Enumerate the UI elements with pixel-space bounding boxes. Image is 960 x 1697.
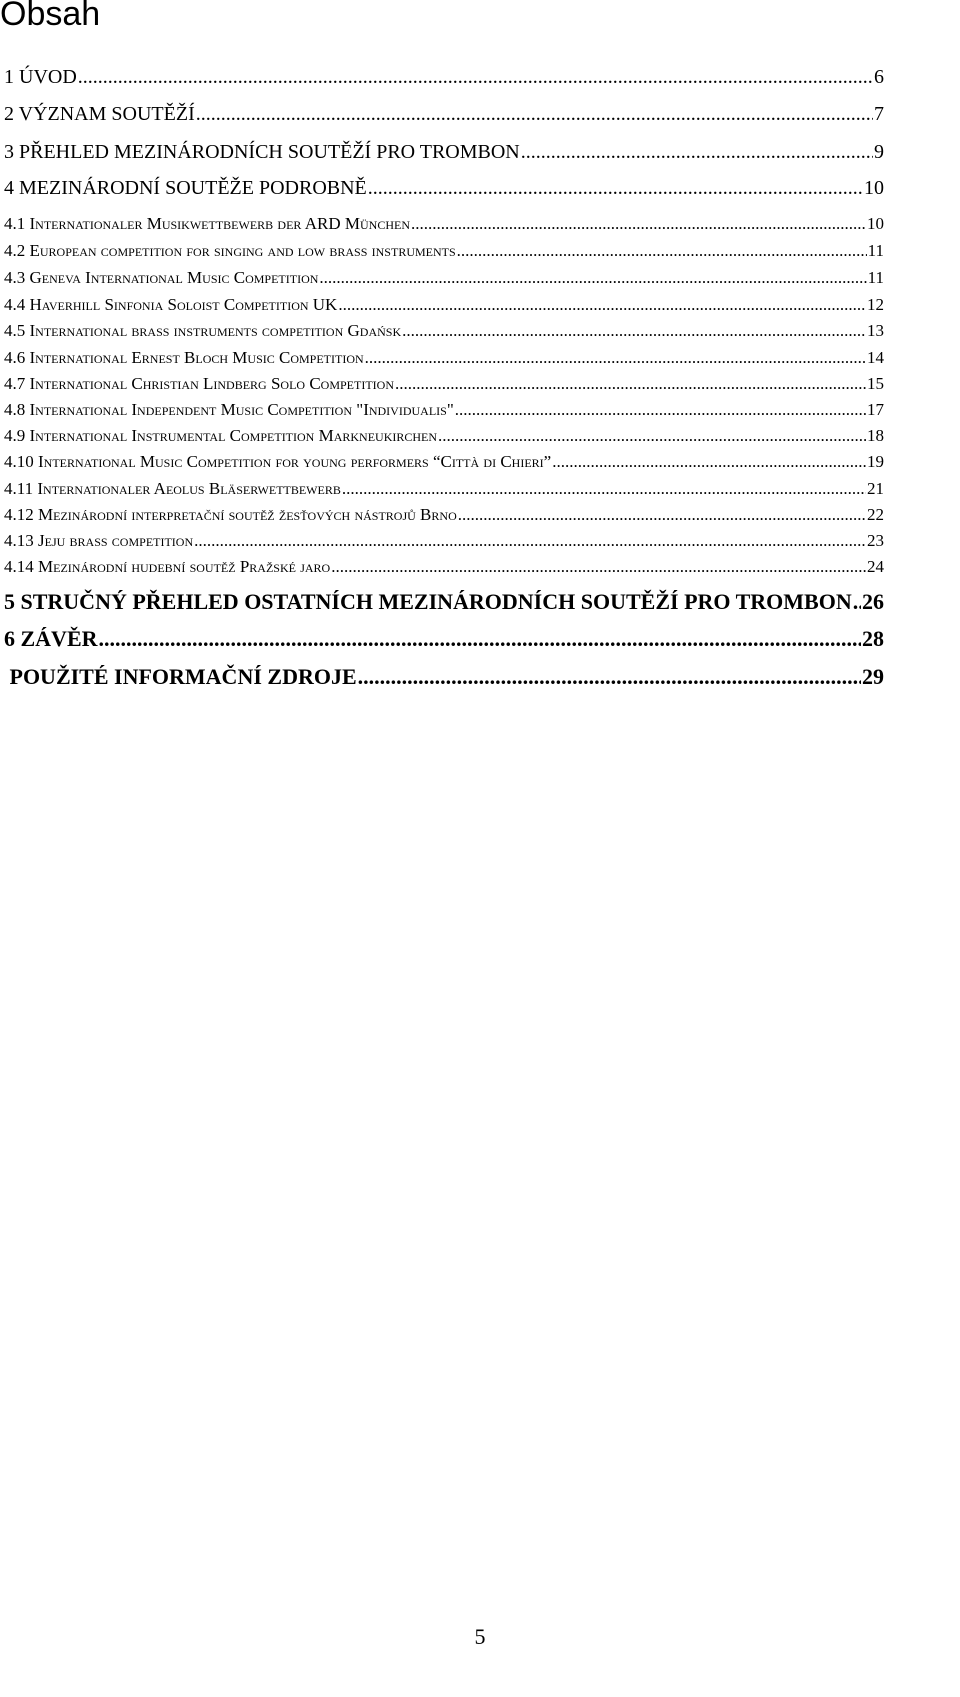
- toc-entry-4-10[interactable]: [4, 450, 884, 474]
- toc-leader-dots: [368, 176, 863, 200]
- toc-entry-label: 4.2 European competition for singing and low brass instruments: [4, 241, 456, 260]
- toc-entry-label: 4.4 Haverhill Sinfonia Soloist Competition UK: [4, 295, 338, 314]
- toc-leader-dots: [853, 590, 861, 614]
- toc-entry-label: 4.11 Internationaler Aeolus Bläserwettbewerb: [4, 479, 341, 498]
- toc-leader-dots: [338, 293, 866, 317]
- toc-entry-4-3[interactable]: [4, 266, 884, 290]
- toc-entry-page: 26: [862, 589, 884, 614]
- toc-entry-4-4[interactable]: [4, 293, 884, 317]
- toc-leader-dots: [331, 555, 866, 579]
- toc-entry-label: 4.13 Jeju brass competition: [4, 531, 194, 550]
- toc-leader-dots: [455, 398, 866, 422]
- toc-entry-label: 4.6 International Ernest Bloch Music Competition: [4, 348, 364, 367]
- toc-leader-dots: [196, 102, 873, 126]
- toc-entry-page: 21: [867, 479, 884, 498]
- toc-entry-prehled-soutezi[interactable]: [4, 140, 884, 164]
- toc-entry-4-7[interactable]: [4, 372, 884, 396]
- toc-entry-label: 3 PŘEHLED MEZINÁRODNÍCH SOUTĚŽÍ PRO TROMBON: [4, 141, 520, 163]
- toc-entry-page: 14: [867, 348, 884, 367]
- page-title: Obsah: [0, 0, 101, 33]
- toc-entry-uvod[interactable]: [4, 65, 884, 89]
- toc-leader-dots: [78, 65, 873, 89]
- toc-entry-4-5[interactable]: [4, 319, 884, 343]
- toc-leader-dots: [358, 665, 861, 689]
- toc-entry-label: 6 ZÁVĚR: [4, 626, 98, 651]
- toc-leader-dots: [411, 212, 866, 236]
- toc-leader-dots: [194, 529, 866, 553]
- toc-entry-label: POUŽITÉ INFORMAČNÍ ZDROJE: [4, 664, 357, 689]
- toc-entry-page: 11: [867, 241, 884, 260]
- toc-leader-dots: [521, 140, 873, 164]
- toc-entry-page: 23: [867, 531, 884, 550]
- toc-entry-page: 12: [867, 295, 884, 314]
- toc-entry-label: 4 MEZINÁRODNÍ SOUTĚŽE PODROBNĚ: [4, 177, 367, 199]
- toc-entry-4-9[interactable]: [4, 424, 884, 448]
- toc-entry-label: 4.5 International brass instruments competition Gdańsk: [4, 321, 402, 340]
- toc-leader-dots: [395, 372, 866, 396]
- toc-entry-page: 9: [874, 141, 884, 163]
- toc-entry-label: 4.9 International Instrumental Competition Markneukirchen: [4, 426, 438, 445]
- toc-entry-label: 4.3 Geneva International Music Competition: [4, 268, 319, 287]
- toc-entry-4-13[interactable]: [4, 529, 884, 553]
- toc-leader-dots: [552, 450, 866, 474]
- toc-entry-page: 17: [867, 400, 884, 419]
- toc-entry-label: 5 STRUČNÝ PŘEHLED OSTATNÍCH MEZINÁRODNÍCH SOUTĚŽÍ PRO TROMBON: [4, 589, 852, 614]
- page-number: 5: [474, 1624, 486, 1649]
- toc-leader-dots: [99, 627, 861, 651]
- toc-leader-dots: [402, 319, 866, 343]
- toc-entry-4-8[interactable]: [4, 398, 884, 422]
- toc-entry-page: 13: [867, 321, 884, 340]
- toc-entry-4-14[interactable]: [4, 555, 884, 579]
- toc-entry-label: 4.1 Internationaler Musikwettbewerb der ARD München: [4, 214, 410, 233]
- toc-leader-dots: [438, 424, 866, 448]
- toc-entry-page: 11: [867, 268, 884, 287]
- toc-entry-4-12[interactable]: [4, 503, 884, 527]
- toc-leader-dots: [457, 239, 867, 263]
- toc-entry-page: 15: [867, 374, 884, 393]
- toc-entry-label: 4.8 International Independent Music Competition "Individualis": [4, 400, 454, 419]
- toc-entry-page: 22: [867, 505, 884, 524]
- toc-entry-4-11[interactable]: [4, 477, 884, 501]
- toc-entry-label: 4.7 International Christian Lindberg Solo Competition: [4, 374, 394, 393]
- toc-entry-zdroje[interactable]: [4, 665, 884, 689]
- toc-entry-page: 24: [867, 557, 884, 576]
- toc-entry-label: 1 ÚVOD: [4, 66, 77, 88]
- toc-entry-zaver[interactable]: [4, 627, 884, 651]
- toc-entry-label: 2 VÝZNAM SOUTĚŽÍ: [4, 103, 195, 125]
- toc-entry-page: 10: [867, 214, 884, 233]
- toc-entry-page: 29: [862, 664, 884, 689]
- toc-entry-souteze-podrobne[interactable]: [4, 176, 884, 200]
- toc-leader-dots: [319, 266, 866, 290]
- toc-entry-page: 28: [862, 626, 884, 651]
- toc-leader-dots: [458, 503, 866, 527]
- toc-entry-page: 18: [867, 426, 884, 445]
- toc-entry-label: 4.10 International Music Competition for young performers “Città di Chieri”: [4, 452, 552, 471]
- toc-entry-page: 10: [864, 177, 884, 199]
- toc-entry-page: 6: [874, 66, 884, 88]
- toc-entry-page: 7: [874, 103, 884, 125]
- toc-entry-4-2[interactable]: [4, 239, 884, 263]
- toc-entry-strucny-prehled[interactable]: [4, 590, 884, 614]
- toc-entry-4-1[interactable]: [4, 212, 884, 236]
- toc-entry-label: 4.12 Mezinárodní interpretační soutěž žesťových nástrojů Brno: [4, 505, 457, 524]
- toc-entry-vyznam-soutezi[interactable]: [4, 102, 884, 126]
- toc-leader-dots: [365, 346, 866, 370]
- toc-leader-dots: [342, 477, 866, 501]
- toc-entry-4-6[interactable]: [4, 346, 884, 370]
- toc-entry-page: 19: [867, 452, 884, 471]
- toc-entry-label: 4.14 Mezinárodní hudební soutěž Pražské jaro: [4, 557, 331, 576]
